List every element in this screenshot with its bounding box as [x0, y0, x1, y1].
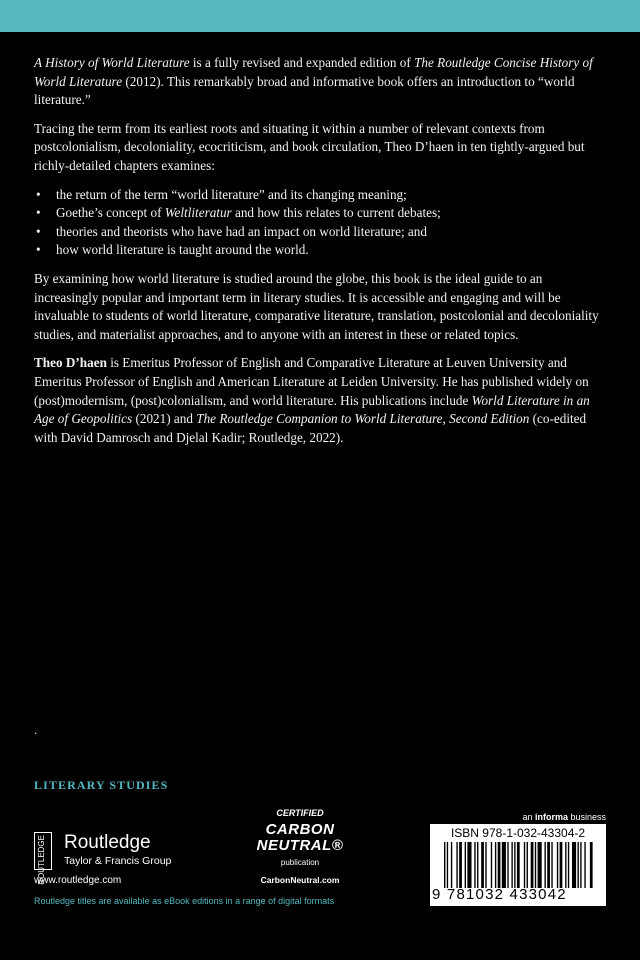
barcode-bar: [568, 842, 569, 888]
barcode-bar: [560, 842, 563, 888]
publisher-group: Taylor & Francis Group: [64, 855, 172, 867]
barcode-bar: [491, 842, 492, 888]
barcode-bar: [465, 842, 466, 888]
barcode-bar: [495, 842, 496, 888]
barcode-bar: [444, 842, 445, 888]
barcode-bars: [444, 842, 594, 888]
barcode-bar: [557, 842, 558, 888]
topics-list: [34, 186, 606, 260]
barcode-bar: [565, 842, 566, 888]
barcode-bar: [547, 842, 550, 888]
barcode-bar: [572, 842, 576, 888]
barcode-bar: [584, 842, 585, 888]
barcode-bar: [502, 842, 506, 888]
ebook-note: Routledge titles are available as eBook editions in a range of digital formats: [34, 896, 335, 906]
author-bio: Theo D’haen is Emeritus Professor of English and Comparative Literature at Leuven University and Emeritus Professor of English and American Literature at Leiden University. He has published widely on (post)modernism, (post)colonialism, and world literature. His publications include World Literature in an Age of Geopolitics (2021) and The Routledge Companion to World Literature, Second Edition (co-edited with David Damrosch and Djelal Kadir; Routledge, 2022).: [34, 355, 590, 445]
barcode-bar: [538, 842, 542, 888]
barcode-bar: [485, 842, 486, 888]
barcode-bar: [481, 842, 484, 888]
intro-paragraph: A History of World Literature is a fully revised and expanded edition of The Routledge Concise History of World Literature (2012). This remarkably broad and informative book offers an introduction to “world literature.”: [34, 55, 593, 108]
carbon-publication-label: publication: [280, 858, 320, 867]
barcode-bar: [590, 842, 593, 888]
barcode-bar: [514, 842, 515, 888]
top-accent-band: [0, 0, 640, 32]
stray-mark: .: [34, 722, 38, 737]
barcode-bar: [535, 842, 536, 888]
isbn-label: ISBN 978-1-032-43304-2: [450, 826, 586, 840]
carbon-neutral-logo: CARBON NEUTRAL®: [256, 821, 344, 854]
barcode-bar: [498, 842, 501, 888]
barcode-bar: [551, 842, 552, 888]
barcode-bar: [527, 842, 528, 888]
summary-paragraph: By examining how world literature is studied around the globe, this book is the ideal guide to an increasingly popular and important term in literary studies. It is accessible and engaging and will be invaluable to students of world literature, comparative literature, translation, postcolonial and decoloniality studies, and materialist approaches, and to anyone with an interest in these or related topics.: [34, 270, 599, 342]
barcode-bar: [507, 842, 508, 888]
list-item: • how world literature is taught around the world.: [34, 241, 606, 260]
barcode-bar: [456, 842, 457, 888]
barcode-bar: [531, 842, 534, 888]
barcode-bar: [467, 842, 471, 888]
list-item: • theories and theorists who have had an impact on world literature; and: [34, 223, 606, 242]
carbon-neutral-badge: [256, 808, 344, 888]
barcode-bar: [577, 842, 578, 888]
barcode-bar: [477, 842, 478, 888]
publisher-name: Routledge: [64, 832, 151, 853]
list-item: • Goethe’s concept of Weltliteratur and how this relates to current debates;: [34, 204, 606, 223]
barcode-bar: [447, 842, 448, 888]
barcode-bar: [524, 842, 525, 888]
publisher-website: www.routledge.com: [34, 875, 122, 886]
barcode-bar: [459, 842, 462, 888]
routledge-mark-icon: ROUTLEDGE: [34, 832, 52, 870]
subject-category: LITERARY STUDIES: [34, 778, 169, 792]
back-cover-text: [34, 54, 606, 457]
carbon-url: CarbonNeutral.com: [260, 875, 340, 885]
carbon-certified-label: CERTIFIED: [276, 808, 324, 818]
tracing-paragraph: Tracing the term from its earliest roots and situating it within a number of relevant contexts from postcolonialism, decoloniality, ecocriticism, and book circulation, Theo D’haen in ten tightly-argued but richly-detailed chapters examines:: [34, 120, 585, 173]
barcode-bar: [580, 842, 581, 888]
barcode-bar: [451, 842, 452, 888]
barcode-bar: [474, 842, 475, 888]
list-item: • the return of the term “world literature” and its changing meaning;: [34, 186, 606, 205]
informa-business-label: an informa business: [522, 812, 606, 822]
barcode-digits: 9 781032 433042: [432, 886, 567, 903]
barcode-bar: [517, 842, 520, 888]
barcode-bar: [511, 842, 512, 888]
barcode-bar: [544, 842, 545, 888]
isbn-barcode: [430, 824, 606, 906]
